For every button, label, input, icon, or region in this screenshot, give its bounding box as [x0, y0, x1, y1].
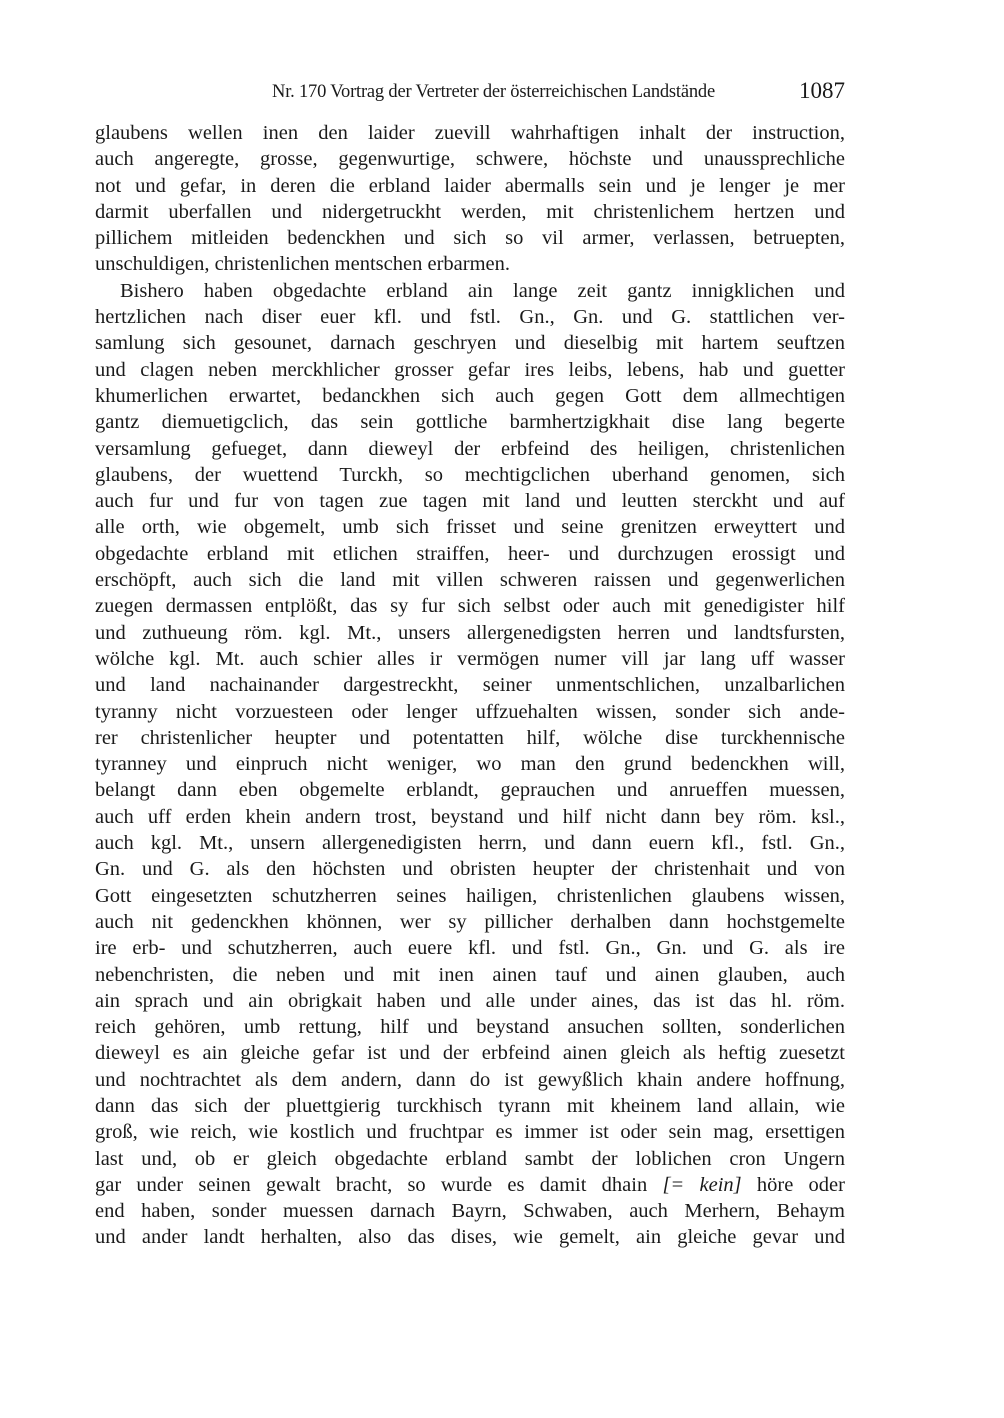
text-line: rer christenlicher heupter und potentatten hilf, wölche dise turckhennische	[95, 726, 845, 749]
text-line: end haben, sonder muessen darnach Bayrn, Schwaben, auch Merhern, Behaym	[95, 1200, 845, 1223]
text-line: auch fur und fur von tagen zue tagen mit land und leutten sterckht und auf	[95, 490, 845, 513]
text-line: und clagen neben merckhlicher grosser gefar ires leibs, lebens, hab und guetter	[95, 358, 845, 381]
running-head	[95, 80, 845, 108]
text-line: samlung sich gesounet, darnach geschryen und dieselbig mit hartem seuftzen	[95, 332, 845, 355]
text-segment: höre oder	[741, 1173, 845, 1196]
text-line: dann das sich der pluettgierig turckhisch tyrann mit kheinem land allain, wie	[95, 1094, 845, 1117]
text-line: und zuthueung röm. kgl. Mt., unsers allergenedigsten herren und landtsfursten,	[95, 621, 845, 644]
text-line: last und, ob er gleich obgedachte erbland sambt der loblichen cron Ungern	[95, 1147, 845, 1170]
text-line: und ander landt herhalten, also das dises, wie gemelt, ain gleiche gevar und	[95, 1226, 845, 1249]
text-line: gantz diemuetigclich, das sein gottliche barmhertzigkhait dise lang begerte	[95, 411, 845, 434]
text-line: tyranney und einpruch nicht weniger, wo man den grund bedenckhen will,	[95, 753, 845, 776]
text-line: darmit uberfallen und nidergetruckht werden, mit christenlichem hertzen und	[95, 200, 845, 223]
text-line: wölche kgl. Mt. auch schier alles ir vermögen numer vill jar lang uff wasser	[95, 647, 845, 670]
text-line: zuegen dermassen entplößt, das sy fur sich selbst oder auch mit genedigister hilf	[95, 595, 845, 618]
body-text	[95, 120, 845, 1251]
text-segment: gar under seinen gewalt bracht, so wurde es damit dhain	[95, 1173, 663, 1196]
text-line: unschuldigen, christenlichen mentschen erbarmen.	[95, 253, 510, 276]
text-line: khumerlichen erwartet, bedanckhen sich auch gegen Gott dem allmechtigen	[95, 384, 845, 407]
text-line: und land nachainander dargestreckht, seiner unmentschlichen, unzalbarlichen	[95, 674, 845, 697]
running-head-title: Nr. 170 Vortrag der Vertreter der österreichischen Landstände	[272, 82, 715, 102]
text-line: und nochtrachtet als dem andern, dann do ist gewyßlich khain andere hoffnung,	[95, 1068, 845, 1091]
text-line: glaubens, der wuettend Turckh, so mechtigclichen uberhand genomen, sich	[95, 463, 845, 486]
text-line: auch nit gedenckhen khönnen, wer sy pillicher derhalben dann hochstgemelte	[95, 910, 845, 933]
editorial-note: [= kein]	[662, 1173, 742, 1196]
text-line: hertzlichen nach diser euer kfl. und fstl. Gn., Gn. und G. stattlichen ver-	[95, 306, 845, 329]
text-line: not und gefar, in deren die erbland laider abermalls sein und je lenger je mer	[95, 174, 845, 197]
text-line: obgedachte erbland mit etlichen straiffen, heer- und durchzugen erossigt und	[95, 542, 845, 565]
text-line: tyranny nicht vorzuesteen oder lenger uffzuehalten wissen, sonder sich ande-	[95, 700, 845, 723]
text-line: auch uff erden khein andern trost, beystand und hilf nicht dann bey röm. ksl.,	[95, 805, 845, 828]
text-line: belangt dann eben obgemelte erblandt, geprauchen und anrueffen muessen,	[95, 779, 845, 802]
text-line: versamlung gefueget, dann dieweyl der erbfeind des heiligen, christenlichen	[95, 437, 845, 460]
text-line: nebenchristen, die neben und mit inen ainen tauf und ainen glauben, auch	[95, 963, 845, 986]
text-line	[95, 1172, 845, 1198]
text-line: dieweyl es ain gleiche gefar ist und der erbfeind ainen gleich als heftig zuesetzt	[95, 1042, 845, 1065]
text-line: groß, wie reich, wie kostlich und fruchtpar es immer ist oder sein mag, ersettigen	[95, 1121, 845, 1144]
text-line: glaubens wellen inen den laider zuevill wahrhaftigen inhalt der instruction,	[95, 122, 845, 144]
page-number: 1087	[799, 78, 845, 103]
text-line: reich gehören, umb rettung, hilf und beystand ansuchen sollten, sonderlichen	[95, 1016, 845, 1039]
text-line: alle orth, wie obgemelt, umb sich frisset und seine grenitzen erweyttert und	[95, 516, 845, 539]
text-line: ain sprach und ain obrigkait haben und alle under aines, das ist das hl. röm.	[95, 989, 845, 1012]
text-line: Bishero haben obgedachte erbland ain lange zeit gantz innigklichen und	[120, 279, 845, 302]
text-line: Gott eingesetzten schutzherren seines hailigen, christenlichen glaubens wissen,	[95, 884, 845, 907]
text-line: Gn. und G. als den höchsten und obristen heupter der christenhait und von	[95, 858, 845, 881]
text-line: ire erb- und schutzherren, auch euere kfl. und fstl. Gn., Gn. und G. als ire	[95, 937, 845, 960]
text-line: pillichem mitleiden bedenckhen und sich so vil armer, verlassen, betruepten,	[95, 227, 845, 250]
paragraph	[95, 278, 845, 1251]
paragraph	[95, 120, 845, 278]
text-line: erschöpft, auch sich die land mit villen schweren raissen und gegenwerlichen	[95, 569, 845, 592]
text-line: auch angeregte, grosse, gegenwurtige, schwere, höchste und unaussprechliche	[95, 148, 845, 171]
text-line: auch kgl. Mt., unsern allergenedigisten herrn, und dann euern kfl., fstl. Gn.,	[95, 832, 845, 855]
